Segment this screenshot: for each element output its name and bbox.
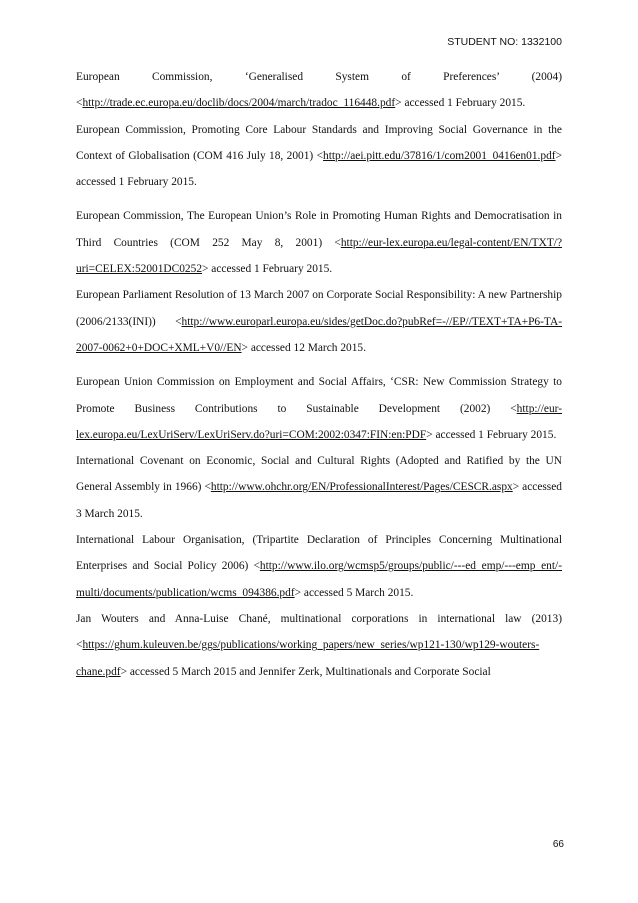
reference-link[interactable]: http://eur-lex.europa.eu/legal-content/EN/TXT/?uri=CELEX:52001DC0252 — [76, 236, 562, 276]
reference-text: European Parliament Resolution of 13 March 2007 on Corporate Social Responsibility: A new Partnership (2006/2133(INI)) < — [76, 289, 562, 328]
reference-access-date: > accessed 5 March 2015. — [294, 586, 414, 599]
reference-text: European Commission, Promoting Core Labour Standards and Improving Social Governance in the Context of Globalisation (COM 416 July 18, 2001) < — [76, 123, 562, 162]
reference-text: International Labour Organisation, (Tripartite Declaration of Principles Concerning Multinational Enterprises and Social Policy 2006) < — [76, 534, 562, 573]
reference-link[interactable]: http://www.europarl.europa.eu/sides/getDoc.do?pubRef=-//EP//TEXT+TA+P6-TA-2007-0062+0+DOC+XML+V0//EN — [76, 315, 562, 354]
reference-link[interactable]: http://trade.ec.europa.eu/doclib/docs/2004/march/tradoc_116448.pdf — [82, 97, 396, 110]
reference-entry — [76, 282, 562, 361]
reference-link[interactable]: http://www.ilo.org/wcmsp5/groups/public/---ed_emp/---emp_ent/-multi/documents/publication/wcms_094386.pdf — [76, 560, 562, 599]
reference-text: European Commission, ‘Generalised System of Preferences’ (2004) < — [76, 71, 562, 110]
reference-text: International Covenant on Economic, Social and Cultural Rights (Adopted and Ratified by the UN General Assembly in 1966) < — [76, 455, 562, 494]
reference-link[interactable]: http://www.ohchr.org/EN/ProfessionalInterest/Pages/CESCR.aspx — [210, 481, 513, 494]
reference-access-date: > accessed 1 February 2015. — [76, 149, 562, 189]
reference-link[interactable]: http://aei.pitt.edu/37816/1/com2001_0416en01.pdf — [323, 149, 556, 162]
reference-list — [76, 64, 562, 685]
reference-access-date: > accessed 3 March 2015. — [76, 481, 562, 520]
reference-entry — [76, 369, 562, 448]
reference-entry — [76, 64, 562, 117]
reference-access-date: > accessed 1 February 2015. — [426, 428, 557, 441]
reference-access-date: > accessed 1 February 2015. — [202, 263, 333, 276]
reference-entry — [76, 203, 562, 282]
page-number: 66 — [552, 839, 564, 850]
reference-entry — [76, 117, 562, 196]
reference-access-date: > accessed 1 February 2015. — [395, 97, 526, 110]
reference-entry — [76, 527, 562, 606]
reference-link[interactable]: https://ghum.kuleuven.be/ggs/publications/working_papers/new_series/wp121-130/wp129-wouters-chane.pdf — [76, 639, 540, 678]
reference-text: Jan Wouters and Anna-Luise Chané, multinational corporations in international law (2013) < — [76, 612, 562, 652]
reference-text: European Union Commission on Employment and Social Affairs, ‘CSR: New Commission Strategy to Promote Business Contributions to Sustainable Development (2002) < — [76, 376, 562, 415]
reference-link[interactable]: http://eur-lex.europa.eu/LexUriServ/LexUriServ.do?uri=COM:2002:0347:FIN:en:PDF — [76, 402, 562, 441]
reference-text: European Commission, The European Union’s Role in Promoting Human Rights and Democratisation in Third Countries (COM 252 May 8, 2001) < — [76, 210, 562, 249]
reference-access-date: > accessed 5 March 2015 and Jennifer Zerk, Multinationals and Corporate Social — [120, 665, 491, 678]
student-number-header: STUDENT NO: 1332100 — [447, 36, 562, 48]
reference-access-date: > accessed 12 March 2015. — [241, 341, 366, 354]
reference-entry — [76, 448, 562, 527]
reference-entry — [76, 606, 562, 685]
